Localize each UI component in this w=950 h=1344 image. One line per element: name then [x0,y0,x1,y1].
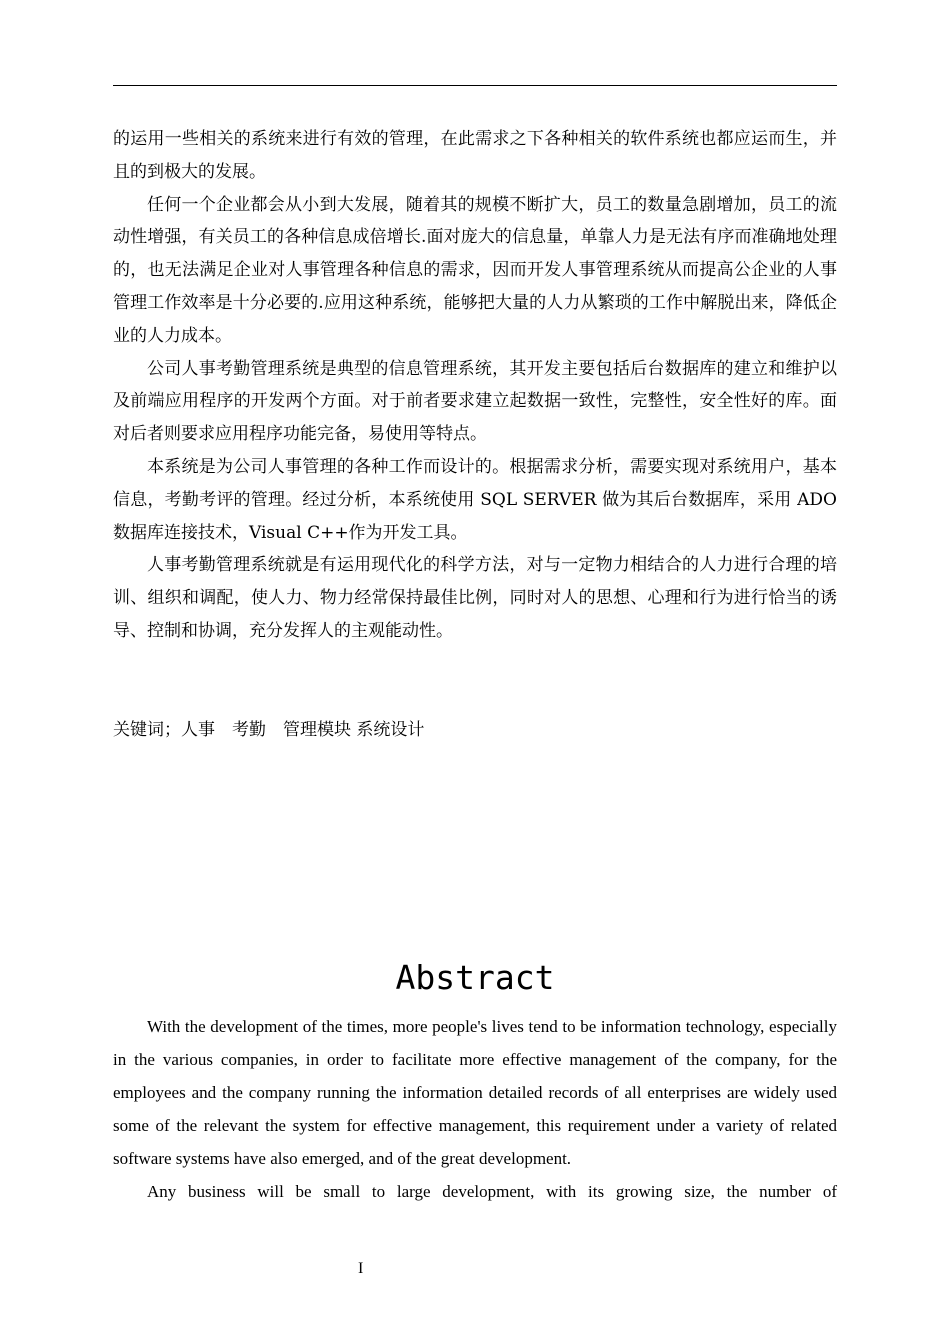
cn-paragraph-2: 任何一个企业都会从小到大发展，随着其的规模不断扩大，员工的数量急剧增加，员工的流动性增强，有关员工的各种信息成倍增长.面对庞大的信息量，单靠人力是无法有序而准确地处理的，也无法满足企业对人事管理各种信息的需求，因而开发人事管理系统从而提高公企业的人事管理工作效率是十分必要的.应用这种系统，能够把大量的人力从繁琐的工作中解脱出来，降低企业的人力成本。 [113,194,837,346]
abstract-title: Abstract [395,958,555,997]
page-number: I [358,1260,364,1277]
cn-paragraph-3: 公司人事考勤管理系统是典型的信息管理系统，其开发主要包括后台数据库的建立和维护以及前端应用程序的开发两个方面。对于前者要求建立起数据一致性，完整性，安全性好的库。面对后者则要求应用程序功能完备，易使用等特点。 [113,358,837,445]
chinese-body [113,123,837,648]
cn-paragraph-5: 人事考勤管理系统就是有运用现代化的科学方法，对与一定物力相结合的人力进行合理的培训、组织和调配，使人力、物力经常保持最佳比例，同时对人的思想、心理和行为进行恰当的诱导、控制和协调，充分发挥人的主观能动性。 [113,555,837,641]
abstract-body [113,1010,837,1209]
header-rule [113,85,837,86]
cn-paragraph-4: 本系统是为公司人事管理的各种工作而设计的。根据需求分析，需要实现对系统用户，基本信息，考勤考评的管理。经过分析，本系统使用 SQL SERVER 做为其后台数据库，采用 ADO 数据库连接技术，Visual C++作为开发工具。 [113,456,837,543]
abstract-paragraph-2: Any business will be small to large development, with its growing size, the number of [147,1182,837,1202]
cn-paragraph-1: 的运用一些相关的系统来进行有效的管理，在此需求之下各种相关的软件系统也都应运而生，并且的到极大的发展。 [113,129,837,182]
keywords: 关键词；人事 考勤 管理模块 系统设计 [113,720,425,740]
abstract-paragraph-1: With the development of the times, more people's lives tend to be information technology, especially in the various companies, in order to facilitate more effective management of the company, for the employees and the company running the information detailed records of all enterprises are widely used some of the relevant the system for effective management, this requirement under a variety of related software systems have also emerged, and of the great development. [113,1017,837,1169]
